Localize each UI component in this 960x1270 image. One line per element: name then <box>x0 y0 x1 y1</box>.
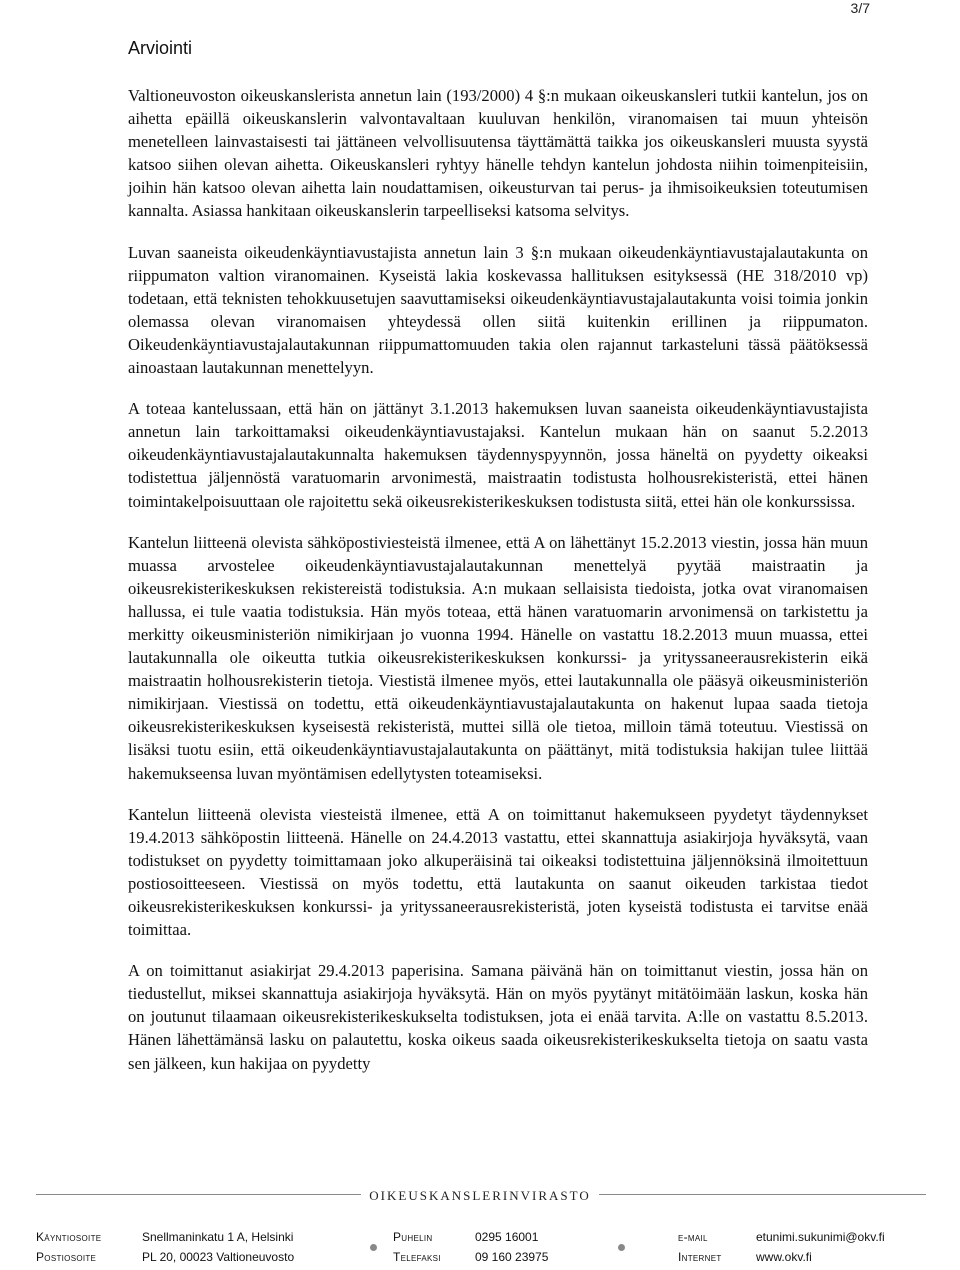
paragraph-4: Kantelun liitteenä olevista sähköpostiviesteistä ilmenee, että A on lähettänyt 15.2.2013 viestin, jossa hän muun muassa arvostelee oikeudenkäyntiavustajalautakunnan menettelyä pyytää maistraatin ja oikeusrekisterikeskuksen rekistereistä todistuksia. A:n mukaan sellaisista tiedoista, jotka ovat viranomaisen hallussa, ei tule vaatia todistuksia. Hän myös toteaa, että hänen varatuomarin arvonimensä on tarkistettu ja merkitty oikeusministeriön nimikirjaan jo vuonna 1994. Hänelle on vastattu 18.2.2013 muun muassa, ettei lautakunnalla ole oikeutta tutkia oikeusrekisterikeskuksen konkurssi- ja yrityssaneerausrekisterin eikä maistraatin holhousrekisterin tietoja. Viestistä ilmenee myös, ettei lautakunnalla ole pääsyä oikeusministeriön nimikirjaan. Viestissä on todettu, että oikeudenkäyntiavustajalautakunta on hakenut lupaa saada tietoja oikeusrekisterikeskuksen kyseisestä rekisteristä, muttei sillä ole tietoa, milloin tämä toteutuu. Viestissä on lisäksi tuotu esiin, että oikeudenkäyntiavustajalautakunta on päättänyt, mitä todistuksia hakijan tulee liittää hakemukseensa luvan myöntämisen edellytysten toteamiseksi. <box>128 532 868 783</box>
footer-org-name <box>0 1188 960 1204</box>
email-label: e-mail <box>678 1230 708 1244</box>
postal-address: PL 20, 00023 Valtioneuvosto <box>142 1250 295 1264</box>
visiting-address-label: Käyntiosoite <box>36 1230 102 1244</box>
email-address[interactable]: etunimi.sukunimi@okv.fi <box>756 1230 885 1244</box>
phone-number: 0295 16001 <box>475 1230 539 1244</box>
postal-address-label: Postiosoite <box>36 1250 97 1264</box>
paragraph-3: A toteaa kantelussaan, että hän on jättänyt 3.1.2013 hakemuksen luvan saaneista oikeudenkäyntiavustajista annetun lain tarkoittamaksi oikeudenkäyntiavustajaksi. Kantelun mukaan hän on saanut 5.2.2013 oikeudenkäyntiavustajalautakunnalta hakemuksen täydennyspyynnön, jossa häneltä on pyydetty oikeaksi todistettua jäljennöstä varatuomarin arvonimestä, maistraatin todistusta holhousrekisteristä, ettei hänen toimintakelpoisuuttaan ole rajoitettu sekä oikeusrekisterikeskuksen todistusta siitä, ettei hän ole konkurssissa. <box>128 399 868 511</box>
website-link[interactable]: www.okv.fi <box>756 1250 812 1264</box>
footer-org-name-text: OIKEUSKANSLERINVIRASTO <box>361 1188 598 1203</box>
paragraph-1: Valtioneuvoston oikeuskanslerista annetun lain (193/2000) 4 §:n mukaan oikeuskansleri tutkii kantelun, jos on aihetta epäillä oikeuskanslerin valvontavaltaan kuuluvan henkilön, viranomaisen tai muun yhteisön menetelleen lainvastaisesti tai jättäneen velvollisuutensa täyttämättä taikka jos oikeuskansleri muusta syystä katsoo siihen olevan aihetta. Oikeuskansleri ryhtyy hänelle tehdyn kantelun johdosta niihin toimenpiteisiin, joihin hän katsoo olevan aihetta lain noudattamisen, oikeusturvan tai perus- ja ihmisoikeuksien toteutumisen kannalta. Asiassa hankitaan oikeuskanslerin tarpeelliseksi katsoma selvitys. <box>128 86 868 221</box>
visiting-address: Snellmaninkatu 1 A, Helsinki <box>142 1230 294 1244</box>
internet-label: Internet <box>678 1250 722 1264</box>
page-number: 3/7 <box>850 0 870 16</box>
decision-body <box>128 84 868 1093</box>
phone-label: Puhelin <box>393 1230 433 1244</box>
paragraph-6: A on toimittanut asiakirjat 29.4.2013 paperisina. Samana päivänä hän on toimittanut viestin, jossa hän on tiedustellut, miksei skannattuja asiakirjoja hyväksytä. Hän on myös pyytänyt mitätöimään laskun, koska hän on joutunut tilaamaan oikeusrekisterikeskukselta todistuksen, jota ei enää tarvita. A:lle on vastattu 8.5.2013. Hänen lähettämänsä lasku on palautettu, koska oikeus saada oikeusrekisterikeskukselta tietoja on saatu vasta sen jälkeen, kun hakijaa on pyydetty <box>128 961 868 1073</box>
paragraph-2: Luvan saaneista oikeudenkäyntiavustajista annetun lain 3 §:n mukaan oikeudenkäyntiavustajalautakunta on riippumaton valtion viranomainen. Kyseistä lakia koskevassa hallituksen esityksessä (HE 318/2010 vp) todetaan, että teknisten tehokkuusetujen saavuttamiseksi oikeudenkäyntiavustajalautakunta voisi toimia jonkin olemassa olevan viranomaisen yhteydessä ollen siitä kuitenkin erillinen ja riippumaton. Oikeudenkäyntiavustajalautakunnan riippumattomuuden takia olen rajannut tarkasteluni tässä päätöksessä ainoastaan lautakunnan menettelyyn. <box>128 242 868 378</box>
paragraph-5: Kantelun liitteenä olevista viesteistä ilmenee, että A on toimittanut hakemukseen pyydetyt täydennykset 19.4.2013 sähköpostin liitteenä. Hänelle on 24.4.2013 vastattu, ettei skannattuja asiakirjoja hyväksytä, vaan todistukset on pyydetty toimittamaan joko alkuperäisinä tai oikeaksi todistettuina jäljennöksinä ilmoitettuun postiosoitteeseen. Viestissä on myös todettu, että lautakunta on saanut oikeuden tarkistaa tiedot oikeusrekisterikeskuksen konkurssi- ja yrityssaneerausrekisteristä, joten kyseistä todistusta ei tarvitse enää toimittaa. <box>128 804 868 940</box>
footer-contact-info <box>36 1230 936 1270</box>
fax-label: Telefaksi <box>393 1250 441 1264</box>
section-heading: Arviointi <box>128 38 193 58</box>
footer-row-2 <box>36 1250 936 1270</box>
footer-row-1 <box>36 1230 936 1250</box>
fax-number: 09 160 23975 <box>475 1250 549 1264</box>
